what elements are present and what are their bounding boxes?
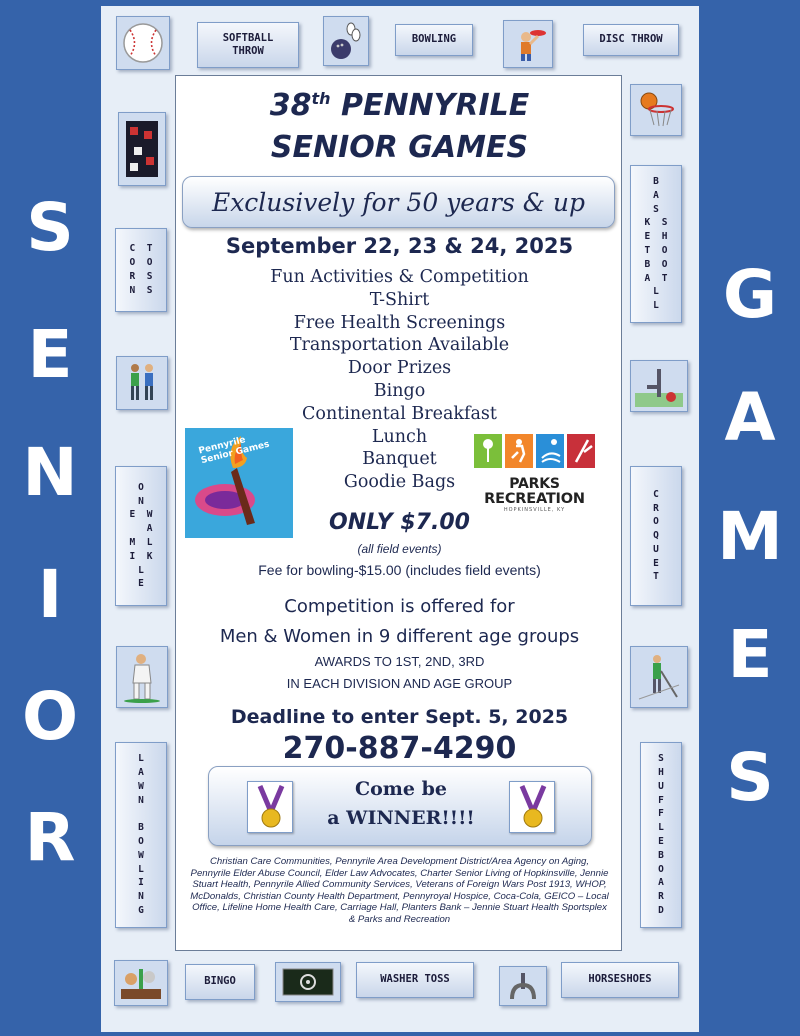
bingo-icon [114,960,168,1006]
parks-recreation-logo [472,432,597,513]
croquet-label [630,466,682,606]
activity-item: Lunch [371,426,428,447]
lawn-bowling-label [115,742,167,928]
activity-item: Free Health Screenings [293,312,506,333]
parks-logo-line2: RECREATION [484,491,585,507]
tile-letter: N [138,495,144,507]
age-tagline: Exclusively for 50 years & up [182,176,615,228]
side-letter: E [27,316,73,393]
tile-letter: E [653,557,659,569]
cornhole-toss-label [115,228,167,312]
event-dates: September 22, 23 & 24, 2025 [225,234,574,258]
awards-line2: IN EACH DIVISION AND AGE GROUP [286,676,513,691]
tile-letter: W [138,849,144,861]
tile-letter: A [653,189,659,201]
side-letter: S [726,739,774,816]
activity-item: T-Shirt [369,289,430,310]
price-note: (all field events) [357,542,442,556]
shuffleboard-icon [630,646,688,708]
disc-throw-icon [503,20,553,68]
side-letter: A [724,379,776,456]
tile-letter: E W [129,509,153,521]
tile-letter: A [138,767,144,779]
tile-letter: E H [644,231,668,243]
tile-letter: T [653,571,659,583]
activity-item: Continental Breakfast [302,403,497,424]
senior-games-logo-text: Pennyrile Senior Games [197,435,271,467]
tile-letter [138,807,144,821]
winner-text: Come be a WINNER!!!! [327,778,475,829]
awards-line1: AWARDS TO 1ST, 2ND, 3RD [314,654,485,669]
tile-letter: O [658,863,664,875]
croquet-icon [630,360,688,412]
basketball-shoot-label [630,165,682,323]
side-letter: G [722,256,778,333]
tile-letter: E [138,578,144,590]
tile-letter: F [658,808,664,820]
tile-letter: R S [129,271,153,282]
winner-banner [208,766,592,846]
tile-letter: L [138,753,144,765]
tile-letter: N S [129,284,153,296]
contact-phone: 270-887-4290 [282,731,517,766]
flyer-content [175,75,622,951]
tile-letter: N [138,794,144,806]
tile-letter: B [138,822,144,834]
tile-letter: R [658,891,664,903]
tile-letter: I K [129,550,153,562]
entry-price: ONLY $7.00 [329,510,470,535]
tile-letter: N [138,891,144,903]
bowling-fee: Fee for bowling-$15.00 (includes field events) [258,562,541,578]
tile-letter: W [138,780,144,792]
activity-item: Fun Activities & Competition [270,267,529,287]
tile-letter: L [653,286,659,298]
softball-icon [116,16,170,70]
side-letter: R [24,799,76,876]
softball-throw-label: SOFTBALL THROW [197,22,299,68]
tile-letter: R [653,502,659,514]
side-letter: I [37,556,63,633]
tile-letter: C [653,488,659,500]
tile-letter: B O [644,258,668,270]
tile-letter: D [658,904,664,916]
activity-item: Door Prizes [347,358,452,379]
tile-letter: A [129,523,153,535]
lawn-bowling-icon [116,646,168,708]
entry-deadline: Deadline to enter Sept. 5, 2025 [230,706,569,728]
bingo-label: BINGO [185,964,255,1000]
side-letter: S [26,189,74,266]
horseshoes-icon [499,966,547,1006]
washer-toss-label: WASHER TOSS [356,962,474,998]
tile-letter: O O [129,257,153,269]
event-title-line1: 38th PENNYRILE [269,88,530,123]
side-letter: E [727,616,773,693]
bowling-icon [323,16,369,66]
games-vertical-word [700,0,800,1036]
cornhole-icon [118,112,166,186]
tile-letter: E [658,836,664,847]
tile-letter: S [653,203,659,215]
medal-icon [509,781,555,833]
side-letter: N [22,434,78,511]
tile-letter: S [658,753,664,765]
event-title-line2: SENIOR GAMES [270,130,529,165]
tile-letter: L [138,564,144,576]
activity-item: Banquet [362,449,437,470]
tile-letter: U [653,543,659,555]
disc-throw-label: DISC THROW [583,24,679,56]
bowling-label: BOWLING [395,24,473,56]
tile-letter: T O [644,245,668,256]
activity-item: Transportation Available [289,335,510,356]
parks-logo-line1: PARKS [509,476,560,492]
tile-letter: B [653,176,659,188]
tile-letter: B [658,849,664,861]
basketball-icon [630,84,682,136]
washer-toss-icon [275,962,341,1002]
tile-letter: O [138,836,144,847]
tile-letter: I [138,877,144,889]
tile-letter: A [658,877,664,889]
tile-letter: G [138,904,144,916]
tile-letter: K S [644,217,668,229]
tile-letter: L [138,863,144,875]
sponsor-list: Christian Care Communities, Pennyrile Area Development District/Area Agency on Aging, Pennyrile Elder Abuse Council, Elder Law Advocates, Charter Senior Living of Hopkinsville, Jennie Stuart Health, Pennyrile Allied Community Services, Veterans of Foreign Wars Post 1913, WHOP, McDonalds, Christian County Health Department, Pennyroyal Hospice, Coca-Cola, GEICO – Local Office, Lifeline Home Health Care, Carriage Hall, Planters Bank – Jennie Stuart Health Sportsplex & Parks and Recreation [190,856,609,925]
tile-letter: A T [644,272,668,284]
walking-icon [116,356,168,410]
tile-letter: L [658,822,664,834]
shuffleboard-label [640,742,682,928]
tile-letter: O [653,516,659,528]
horseshoes-label: HORSESHOES [561,962,679,998]
one-mile-walk-label [115,466,167,606]
tile-letter: M L [129,537,153,548]
side-letter: O [21,678,79,755]
tile-letter: U [658,780,664,792]
parks-logo-line3: HOPKINSVILLE, KY [503,507,566,513]
competition-line1: Competition is offered for [284,596,515,617]
activity-item: Bingo [373,380,426,401]
tile-letter: F [658,794,664,806]
activity-item: Goodie Bags [343,472,456,493]
tile-letter: Q [653,530,659,542]
tile-letter: H [658,767,664,779]
tile-letter: O [138,481,144,493]
competition-line2: Men & Women in 9 different age groups [219,626,580,647]
tile-letter: C T [129,243,153,255]
tile-letter: L [653,300,659,312]
senior-vertical-word [0,0,100,1036]
side-letter: M [717,498,783,575]
